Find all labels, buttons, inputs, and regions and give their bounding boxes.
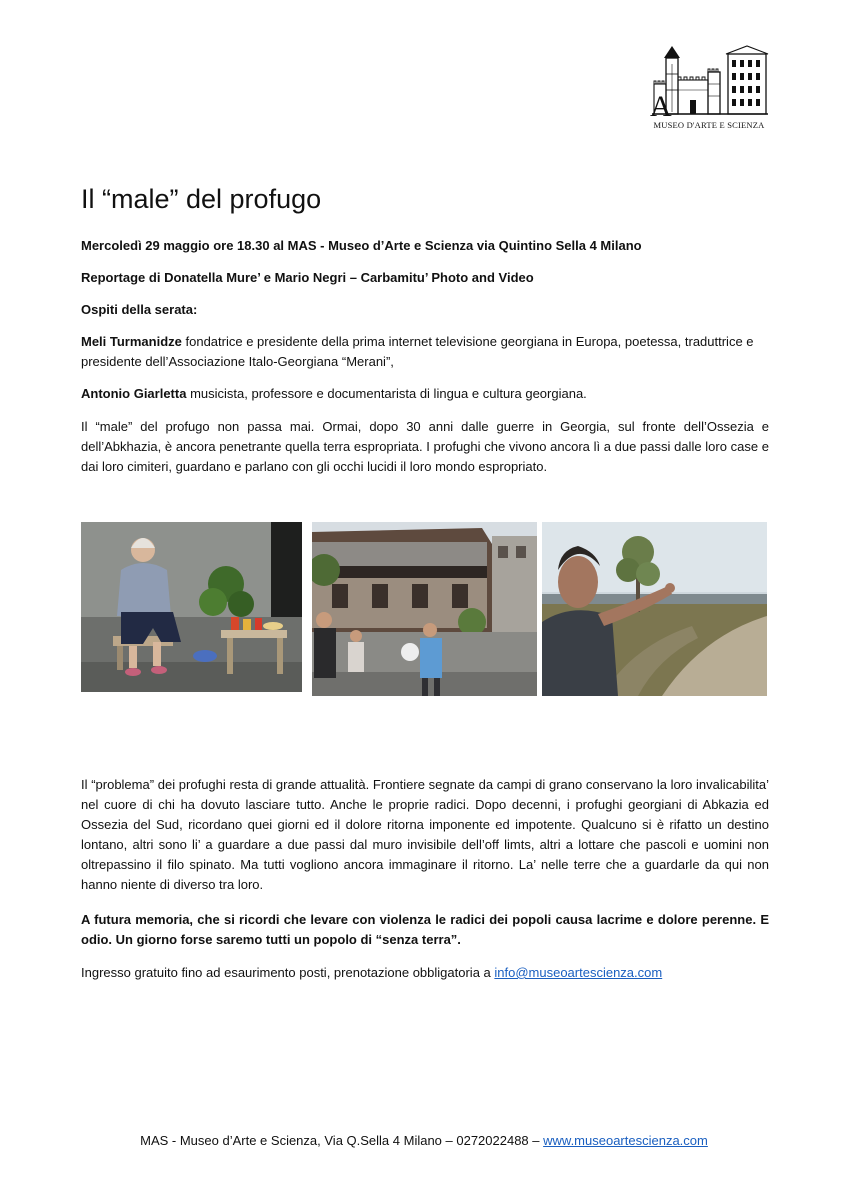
man-pointing-photo (542, 522, 767, 696)
guest-2 (81, 384, 771, 404)
guests-heading: Ospiti della serata: (81, 302, 198, 317)
photo-strip (81, 522, 767, 698)
castle-logo-icon (648, 44, 770, 118)
email-link[interactable]: info@museoartescienza.com (494, 965, 663, 980)
apartment-block-photo (312, 522, 537, 696)
closing-statement: A futura memoria, che si ricordi che levare con violenza le radici dei popoli causa lacrime e dolore perenne. E odio. Un giorno forse saremo tutti un popolo di “senza terra”. (81, 912, 769, 947)
logo-name: MUSEO D'ARTE E SCIENZA (653, 120, 765, 130)
event-line: Mercoledì 29 maggio ore 18.30 al MAS - Museo d’Arte e Scienza via Quintino Sella 4 Milano (81, 238, 642, 253)
footer-text: MAS - Museo d’Arte e Scienza, Via Q.Sella 4 Milano – 0272022488 – (140, 1133, 544, 1148)
entry-info (81, 963, 771, 983)
guest-name: Antonio Giarletta (81, 386, 187, 401)
svg-text:A: A (650, 90, 672, 118)
intro-paragraph: Il “male” del profugo non passa mai. Ormai, dopo 30 anni dalle guerre in Georgia, sul fronte dell’Ossezia e dell’Abkhazia, è ancora penetrante quella terra espropriata. I profughi che vivono ancora lì a due passi dalle loro case e dai loro cimiteri, guardano e parlano con gli occhi lucidi il loro mondo espropriato. (81, 419, 769, 474)
website-link[interactable]: www.museoartescienza.com (543, 1133, 708, 1148)
guest-desc: fondatrice e presidente della prima internet televisione georgiana in Europa, poetessa, traduttrice e presidente dell’Associazione Italo-Georgiana “Merani”, (81, 334, 754, 369)
elderly-woman-photo (81, 522, 302, 692)
museum-logo (648, 44, 770, 136)
guest-1 (81, 332, 771, 372)
guest-desc: musicista, professore e documentarista di lingua e cultura georgiana. (186, 386, 587, 401)
reportage-line: Reportage di Donatella Mure’ e Mario Negri – Carbamitu’ Photo and Video (81, 270, 534, 285)
guest-name: Meli Turmanidze (81, 334, 182, 349)
body-paragraph: Il “problema” dei profughi resta di grande attualità. Frontiere segnate da campi di grano conservano la loro invalicabilita’ nel cuore di chi ha dovuto lasciare tutto. Anche le proprie radici. Dopo decenni, i profughi georgiani di Abkazia ed Ossezia del Sud, ricordano quei giorni ed il dolore ritorna imponente ed impotente. Qualcuno si è rifatto un destino lontano, altri sono li’ a guardare a due passi dal muro invisibile dell’off limts, altri a lottare che pascoli e uomini non oltrepassino il filo spinato. Ma tutti vogliono ancora immaginare il ritorno. La’ nelle terre che a guardarle da qui non hanno niente di diverso tra loro. (81, 777, 769, 892)
footer (0, 1131, 848, 1151)
page-title: Il “male” del profugo (81, 184, 322, 214)
entry-text: Ingresso gratuito fino ad esaurimento posti, prenotazione obbligatoria a (81, 965, 495, 980)
